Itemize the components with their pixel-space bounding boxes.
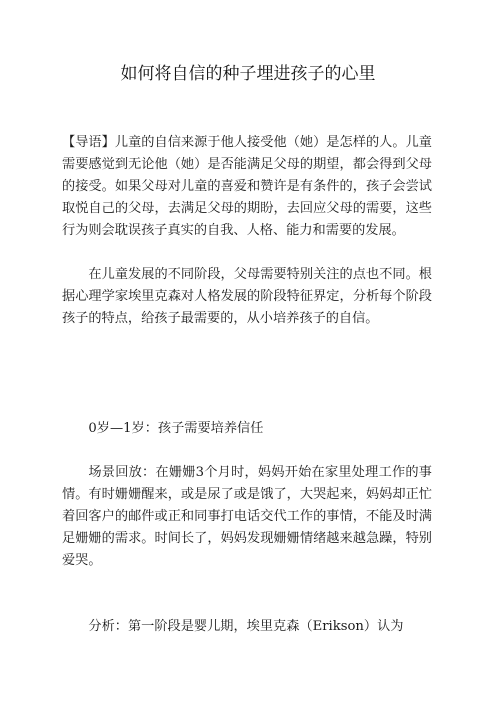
document-title: 如何将自信的种子埋进孩子的心里 bbox=[120, 64, 376, 84]
analysis-paragraph: 分析：第一阶段是婴儿期，埃里克森（Erikson）认为 bbox=[88, 619, 404, 634]
intro-paragraph: 【导语】儿童的自信来源于他人接受他（她）是怎样的人。儿童需要感觉到无论他（她）是否能满足父母的期望，都会得到父母的接受。如果父母对儿童的喜爱和赞许是有条件的，孩子会尝试取悦自己的父母，去满足父母的期盼，去回应父母的需要，这些行为则会耽误孩子真实的自我、人格、能力和需要的发展。 bbox=[62, 135, 432, 238]
scenario-paragraph: 场景回放：在姗姗3个月时，妈妈开始在家里处理工作的事情。有时姗姗醒来，或是尿了或是饿了，大哭起来，妈妈却正忙着回客户的邮件或正和同事打电话交代工作的事情，不能及时满足姗姗的需求。时间长了，妈妈发现姗姗情绪越来越急躁，特别爱哭。 bbox=[62, 465, 432, 568]
body-paragraph: 在儿童发展的不同阶段，父母需要特别关注的点也不同。根据心理学家埃里克森对人格发展的阶段特征界定，分析每个阶段孩子的特点，给孩子最需要的，从小培养孩子的自信。 bbox=[62, 267, 432, 326]
section-heading: 0岁—1岁：孩子需要培养信任 bbox=[88, 421, 264, 436]
